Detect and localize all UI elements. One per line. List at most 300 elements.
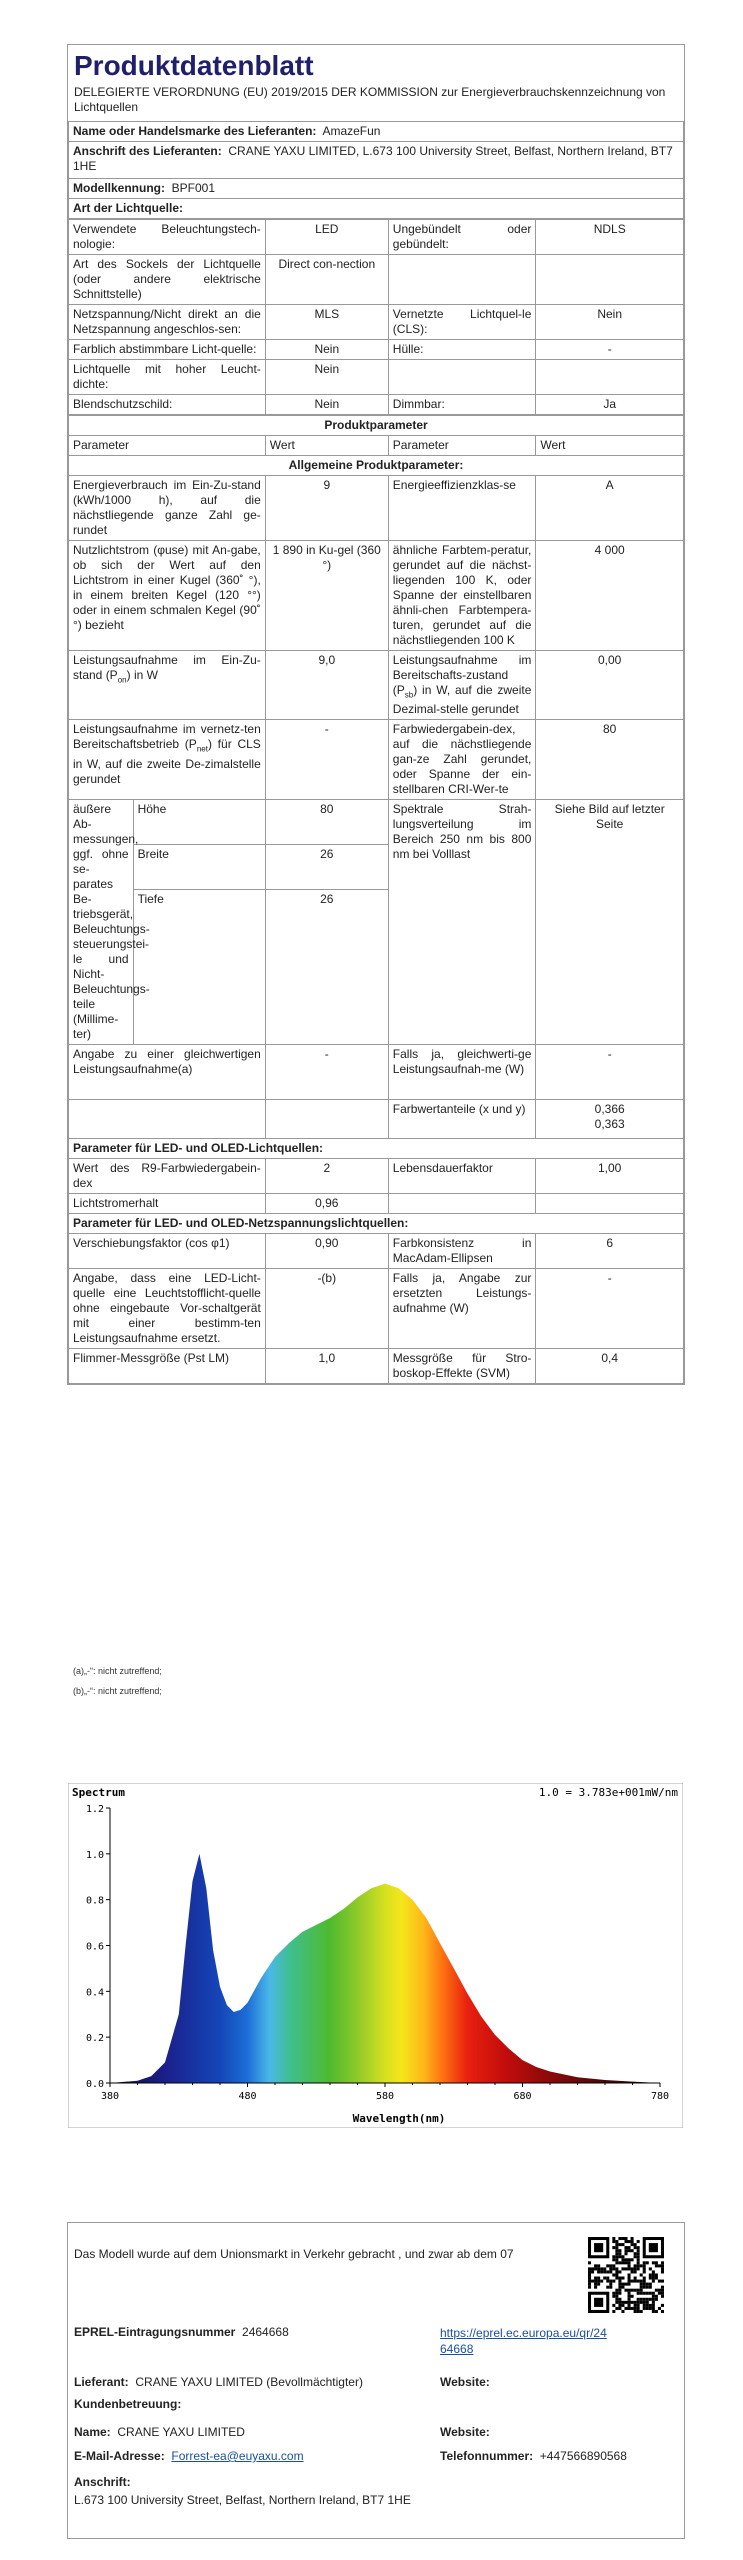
address-value: L.673 100 University Street, Belfast, Northern Ireland, BT7 1HE	[74, 2493, 411, 2507]
qr-module	[612, 2258, 615, 2261]
led-param-v2-0: 1,00	[536, 1159, 684, 1194]
eprel-reg-row	[74, 2325, 289, 2339]
model-label: Modellkennung:	[73, 181, 165, 195]
general-param-v2-0: A	[536, 476, 684, 541]
qr-module	[618, 2277, 621, 2280]
width-label: Breite	[133, 845, 265, 890]
qr-module	[621, 2283, 624, 2286]
eprel-supplier-value: CRANE YAXU LIMITED (Bevollmächtigter)	[135, 2375, 363, 2389]
qr-module	[655, 2295, 658, 2298]
light-source-v2-5: Ja	[536, 395, 684, 415]
light-source-l2-3: Hülle:	[388, 340, 536, 360]
qr-module	[618, 2289, 621, 2292]
qr-module	[628, 2246, 631, 2249]
qr-module	[652, 2292, 655, 2295]
qr-module	[643, 2301, 646, 2304]
model-value: BPF001	[171, 181, 216, 195]
qr-module	[606, 2280, 609, 2283]
qr-module	[646, 2283, 649, 2286]
led-params-heading-row	[69, 1139, 684, 1159]
y-tick-label-1: 0.2	[85, 2033, 104, 2045]
qr-module	[661, 2310, 664, 2313]
qr-module	[618, 2286, 621, 2289]
eprel-panel	[67, 2222, 685, 2539]
qr-module	[661, 2280, 664, 2283]
light-source-l1-3: Farblich abstimmbare Licht-quelle:	[69, 340, 266, 360]
qr-module	[615, 2267, 618, 2270]
qr-module	[649, 2283, 652, 2286]
light-source-l2-2: Vernetzte Lichtquel-le (CLS):	[388, 305, 536, 340]
qr-module	[655, 2273, 658, 2276]
phone-row	[440, 2449, 627, 2463]
qr-module	[628, 2289, 631, 2292]
qr-module	[615, 2243, 618, 2246]
email-row	[74, 2449, 304, 2463]
general-param-v1-0: 9	[265, 476, 388, 541]
qr-module	[652, 2280, 655, 2283]
qr-module	[637, 2252, 640, 2255]
qr-module	[600, 2270, 603, 2273]
qr-module	[655, 2277, 658, 2280]
mls-param-l2-1: Falls ja, Angabe zur ersetzten Leistungs-aufnahme (W)	[388, 1269, 536, 1349]
led-param-l1-1: Lichtstromerhalt	[69, 1194, 266, 1214]
qr-module	[646, 2301, 649, 2304]
qr-module	[588, 2261, 591, 2264]
qr-module	[658, 2289, 661, 2292]
qr-module	[597, 2280, 600, 2283]
qr-module	[609, 2283, 612, 2286]
qr-module	[612, 2295, 615, 2298]
mls-param-l1-0: Verschiebungsfaktor (cos φ1)	[69, 1234, 266, 1269]
footnote-b: (b)„-“: nicht zutreffend;	[73, 1686, 162, 1696]
qr-module	[618, 2243, 621, 2246]
led-param-l1-0: Wert des R9-Farbwiedergabein-dex	[69, 1159, 266, 1194]
qr-module	[658, 2307, 661, 2310]
qr-module	[637, 2301, 640, 2304]
qr-module	[615, 2307, 618, 2310]
qr-module	[658, 2264, 661, 2267]
qr-module	[643, 2261, 646, 2264]
chromaticity-label: Farbwertanteile (x und y)	[388, 1100, 536, 1139]
qr-finder	[594, 2298, 603, 2307]
regulation-subtitle: DELEGIERTE VERORDNUNG (EU) 2019/2015 DER KOMMISSION zur Energieverbrauchskennzeichnung von Lichtquellen	[74, 85, 666, 114]
x-axis-label: Wavelength(nm)	[352, 2112, 446, 2125]
equivalent-power-watt-label: Falls ja, gleichwerti-ge Leistungsaufnah-me (W)	[388, 1045, 536, 1100]
qr-module	[640, 2280, 643, 2283]
general-param-l1-0: Energieverbrauch im Ein-Zu-stand (kWh/1000 h), auf die nächstliegende ganze Zahl ge-rundet	[69, 476, 266, 541]
general-param-l1-2: Leistungsaufnahme im Ein-Zu-stand $(P_{on})$ in W	[69, 651, 266, 720]
general-param-v1-2: 9,0	[265, 651, 388, 720]
qr-module	[649, 2267, 652, 2270]
qr-module	[646, 2298, 649, 2301]
qr-module	[628, 2264, 631, 2267]
qr-code-icon[interactable]	[588, 2237, 664, 2313]
general-param-row-2	[69, 651, 684, 720]
qr-module	[652, 2277, 655, 2280]
eprel-url	[440, 2325, 607, 2357]
qr-module	[643, 2277, 646, 2280]
qr-module	[631, 2237, 634, 2240]
width-value: 26	[265, 845, 388, 890]
qr-module	[643, 2267, 646, 2270]
qr-module	[643, 2292, 646, 2295]
qr-module	[615, 2289, 618, 2292]
mls-param-row-0	[69, 1234, 684, 1269]
qr-module	[640, 2264, 643, 2267]
led-param-v1-1: 0,96	[265, 1194, 388, 1214]
mls-params-heading-row	[69, 1214, 684, 1234]
qr-module	[643, 2307, 646, 2310]
qr-module	[637, 2304, 640, 2307]
qr-module	[634, 2301, 637, 2304]
chromaticity-empty-1	[69, 1100, 266, 1139]
qr-module	[612, 2292, 615, 2295]
qr-module	[628, 2273, 631, 2276]
qr-module	[637, 2258, 640, 2261]
qr-module	[643, 2286, 646, 2289]
email-link[interactable]: Forrest-ea@euyaxu.com	[171, 2449, 304, 2463]
qr-module	[640, 2301, 643, 2304]
light-source-heading: Art der Lichtquelle:	[69, 199, 684, 219]
qr-module	[615, 2292, 618, 2295]
qr-module	[615, 2261, 618, 2264]
qr-module	[661, 2270, 664, 2273]
qr-module	[628, 2267, 631, 2270]
qr-module	[624, 2258, 627, 2261]
qr-module	[649, 2304, 652, 2307]
chromaticity-x: 0,366	[594, 1102, 625, 1117]
height-value: 80	[265, 800, 388, 845]
qr-module	[624, 2289, 627, 2292]
qr-finder	[594, 2243, 603, 2252]
chromaticity-row	[69, 1100, 684, 1139]
qr-module	[606, 2286, 609, 2289]
qr-module	[603, 2270, 606, 2273]
qr-module	[631, 2295, 634, 2298]
phone-label: Telefonnummer:	[440, 2449, 534, 2463]
qr-module	[588, 2280, 591, 2283]
chromaticity-y: 0,363	[594, 1117, 625, 1132]
qr-module	[640, 2289, 643, 2292]
qr-module	[643, 2283, 646, 2286]
qr-module	[628, 2258, 631, 2261]
qr-module	[640, 2286, 643, 2289]
general-param-row-1	[69, 541, 684, 651]
general-param-row-3	[69, 720, 684, 800]
customer-name-value: CRANE YAXU LIMITED	[117, 2425, 245, 2439]
qr-module	[588, 2270, 591, 2273]
qr-module	[612, 2246, 615, 2249]
col-header-param-1: Parameter	[69, 436, 266, 456]
qr-module	[609, 2286, 612, 2289]
qr-module	[637, 2246, 640, 2249]
general-param-v2-1: 4 000	[536, 541, 684, 651]
qr-module	[624, 2252, 627, 2255]
qr-module	[624, 2283, 627, 2286]
qr-module	[646, 2286, 649, 2289]
qr-module	[615, 2249, 618, 2252]
qr-module	[655, 2298, 658, 2301]
qr-module	[606, 2264, 609, 2267]
qr-module	[634, 2270, 637, 2273]
email-label: E-Mail-Adresse:	[74, 2449, 165, 2463]
qr-module	[658, 2280, 661, 2283]
qr-module	[624, 2249, 627, 2252]
mls-param-v1-1: -(b)	[265, 1269, 388, 1349]
qr-module	[588, 2277, 591, 2280]
qr-module	[612, 2273, 615, 2276]
qr-module	[621, 2258, 624, 2261]
footnote-a: (a)„-“: nicht zutreffend;	[73, 1666, 162, 1676]
qr-module	[646, 2261, 649, 2264]
qr-module	[624, 2237, 627, 2240]
qr-module	[621, 2277, 624, 2280]
qr-module	[624, 2246, 627, 2249]
general-params-heading: Allgemeine Produktparameter:	[69, 456, 684, 476]
supplier-address-label: Anschrift des Lieferanten:	[73, 144, 222, 158]
qr-module	[652, 2261, 655, 2264]
mls-param-v2-1: -	[536, 1269, 684, 1349]
qr-module	[652, 2273, 655, 2276]
chart-annotation: 1.0 = 3.783e+001mW/nm	[538, 1786, 678, 1799]
led-param-l2-0: Lebensdauerfaktor	[388, 1159, 536, 1194]
qr-module	[634, 2289, 637, 2292]
light-source-v2-3: -	[536, 340, 684, 360]
eprel-link[interactable]: https://eprel.ec.europa.eu/qr/24 64668	[440, 2326, 607, 2356]
qr-module	[624, 2301, 627, 2304]
light-source-row-5	[69, 395, 684, 415]
qr-module	[646, 2304, 649, 2307]
qr-module	[618, 2304, 621, 2307]
qr-module	[597, 2264, 600, 2267]
light-source-v1-3: Nein	[265, 340, 388, 360]
led-param-v2-1	[536, 1194, 684, 1214]
qr-module	[661, 2286, 664, 2289]
qr-module	[615, 2273, 618, 2276]
qr-module	[634, 2277, 637, 2280]
general-params-heading-row	[69, 456, 684, 476]
customer-service-label: Kundenbetreuung:	[74, 2397, 182, 2411]
led-param-l2-1	[388, 1194, 536, 1214]
qr-module	[631, 2240, 634, 2243]
qr-module	[615, 2255, 618, 2258]
qr-module	[661, 2304, 664, 2307]
x-tick-label-3: 680	[513, 2091, 532, 2102]
qr-module	[652, 2310, 655, 2313]
qr-module	[637, 2255, 640, 2258]
qr-module	[600, 2280, 603, 2283]
equivalent-power-row	[69, 1045, 684, 1100]
qr-module	[649, 2277, 652, 2280]
qr-module	[661, 2295, 664, 2298]
x-tick-label-0: 380	[100, 2091, 120, 2102]
qr-module	[640, 2310, 643, 2313]
qr-module	[624, 2307, 627, 2310]
qr-module	[637, 2261, 640, 2264]
dimensions-row-height	[69, 800, 684, 845]
qr-module	[594, 2283, 597, 2286]
qr-module	[631, 2280, 634, 2283]
qr-module	[618, 2255, 621, 2258]
spectrum-chart	[68, 1783, 683, 2128]
qr-module	[640, 2273, 643, 2276]
qr-module	[594, 2286, 597, 2289]
light-source-l2-1	[388, 255, 536, 305]
qr-module	[655, 2310, 658, 2313]
qr-module	[615, 2295, 618, 2298]
x-tick-label-4: 780	[650, 2091, 670, 2102]
light-source-v1-1: Direct con-nection	[265, 255, 388, 305]
qr-module	[637, 2267, 640, 2270]
y-tick-label-6: 1.2	[85, 1804, 104, 1815]
qr-module	[628, 2304, 631, 2307]
qr-module	[609, 2270, 612, 2273]
light-source-table	[68, 219, 684, 415]
general-param-l1-1: Nutzlichtstrom (φuse) mit An-gabe, ob sich der Wert auf den Lichtstrom in einer Kugel (360˚ °), in einem breiten Kegel (120 °°) oder in einem schmalen Kegel (90˚ °) bezieht	[69, 541, 266, 651]
spectral-distribution-value: Siehe Bild auf letzter Seite	[536, 800, 684, 1045]
supplier-name-value: AmazeFun	[322, 124, 381, 138]
qr-module	[637, 2249, 640, 2252]
depth-label: Tiefe	[133, 890, 265, 1045]
light-source-l2-0: Ungebündelt oder gebündelt:	[388, 220, 536, 255]
y-tick-label-2: 0.4	[85, 1987, 104, 1999]
qr-module	[612, 2310, 615, 2313]
mls-param-v2-2: 0,4	[536, 1349, 684, 1384]
chromaticity-value	[536, 1100, 684, 1139]
mls-param-row-2	[69, 1349, 684, 1384]
qr-module	[612, 2267, 615, 2270]
general-param-l2-1: ähnliche Farbtem-peratur, gerundet auf die nächst-liegenden 100 K, oder Spanne der einstellbaren ähnli-chen Farbtempera-turen, gerundet auf die nächstliegenden 100 K	[388, 541, 536, 651]
customer-name-label: Name:	[74, 2425, 111, 2439]
qr-module	[652, 2298, 655, 2301]
qr-module	[652, 2270, 655, 2273]
qr-module	[637, 2240, 640, 2243]
mls-param-v1-2: 1,0	[265, 1349, 388, 1384]
qr-finder	[649, 2243, 658, 2252]
light-source-l2-5: Dimmbar:	[388, 395, 536, 415]
qr-module	[618, 2261, 621, 2264]
qr-module	[588, 2267, 591, 2270]
qr-module	[597, 2283, 600, 2286]
light-source-v2-2: Nein	[536, 305, 684, 340]
column-header-row	[69, 436, 684, 456]
dimensions-label: äußere Ab-messungen, ggf. ohne se-parates Be-triebsgerät, Beleuchtungs-steuerungstei-le und Nicht-Beleuchtungs-teile (Millime-ter)	[69, 800, 134, 1045]
product-parameters-table	[68, 415, 684, 1384]
equivalent-power-watt-value: -	[536, 1045, 684, 1100]
address-label: Anschrift:	[74, 2475, 131, 2489]
general-param-row-0	[69, 476, 684, 541]
qr-module	[634, 2307, 637, 2310]
qr-module	[603, 2277, 606, 2280]
light-source-row-4	[69, 360, 684, 395]
qr-module	[631, 2249, 634, 2252]
qr-module	[628, 2298, 631, 2301]
qr-module	[628, 2240, 631, 2243]
qr-module	[634, 2255, 637, 2258]
qr-module	[637, 2280, 640, 2283]
mls-param-l1-2: Flimmer-Messgröße (Pst LM)	[69, 1349, 266, 1384]
qr-module	[615, 2277, 618, 2280]
qr-module	[637, 2298, 640, 2301]
qr-module	[628, 2277, 631, 2280]
qr-module	[621, 2261, 624, 2264]
qr-module	[649, 2273, 652, 2276]
qr-module	[591, 2270, 594, 2273]
qr-module	[661, 2261, 664, 2264]
qr-module	[649, 2307, 652, 2310]
qr-module	[597, 2267, 600, 2270]
light-source-v1-2: MLS	[265, 305, 388, 340]
qr-module	[618, 2301, 621, 2304]
qr-module	[631, 2270, 634, 2273]
qr-module	[621, 2286, 624, 2289]
phone-value: +447566890568	[539, 2449, 627, 2463]
qr-module	[615, 2298, 618, 2301]
qr-module	[612, 2264, 615, 2267]
qr-module	[609, 2267, 612, 2270]
qr-module	[615, 2252, 618, 2255]
qr-module	[628, 2307, 631, 2310]
qr-module	[634, 2243, 637, 2246]
qr-module	[631, 2258, 634, 2261]
qr-module	[618, 2270, 621, 2273]
y-tick-label-3: 0.6	[85, 1941, 104, 1953]
product-params-heading-row	[69, 416, 684, 436]
qr-module	[621, 2237, 624, 2240]
qr-module	[621, 2310, 624, 2313]
y-tick-label-5: 1.0	[85, 1849, 104, 1861]
qr-module	[655, 2289, 658, 2292]
qr-module	[631, 2267, 634, 2270]
light-source-v1-5: Nein	[265, 395, 388, 415]
mls-param-row-1	[69, 1269, 684, 1349]
qr-module	[618, 2252, 621, 2255]
qr-module	[621, 2304, 624, 2307]
qr-module	[621, 2255, 624, 2258]
qr-module	[640, 2283, 643, 2286]
light-source-v2-1	[536, 255, 684, 305]
qr-module	[643, 2270, 646, 2273]
qr-module	[606, 2277, 609, 2280]
qr-module	[652, 2295, 655, 2298]
qr-module	[594, 2280, 597, 2283]
website-label-1: Website:	[440, 2375, 490, 2389]
qr-module	[634, 2280, 637, 2283]
qr-module	[637, 2310, 640, 2313]
qr-module	[597, 2270, 600, 2273]
light-source-heading-row	[69, 199, 684, 219]
y-tick-label-4: 0.8	[85, 1895, 104, 1907]
light-source-l1-1: Art des Sockels der Lichtquelle (oder andere elektrische Schnittstelle)	[69, 255, 266, 305]
qr-module	[628, 2292, 631, 2295]
qr-module	[649, 2286, 652, 2289]
qr-module	[634, 2267, 637, 2270]
light-source-row-1	[69, 255, 684, 305]
qr-module	[603, 2267, 606, 2270]
light-source-row-2	[69, 305, 684, 340]
qr-module	[637, 2307, 640, 2310]
light-source-row-3	[69, 340, 684, 360]
supplier-name-label: Name oder Handelsmarke des Lieferanten:	[73, 124, 317, 138]
light-source-l2-4	[388, 360, 536, 395]
mls-param-l2-0: Farbkonsistenz in MacAdam-Ellipsen	[388, 1234, 536, 1269]
light-source-row-0	[69, 220, 684, 255]
qr-module	[649, 2298, 652, 2301]
qr-module	[628, 2280, 631, 2283]
qr-module	[588, 2273, 591, 2276]
qr-module	[628, 2261, 631, 2264]
qr-module	[655, 2261, 658, 2264]
